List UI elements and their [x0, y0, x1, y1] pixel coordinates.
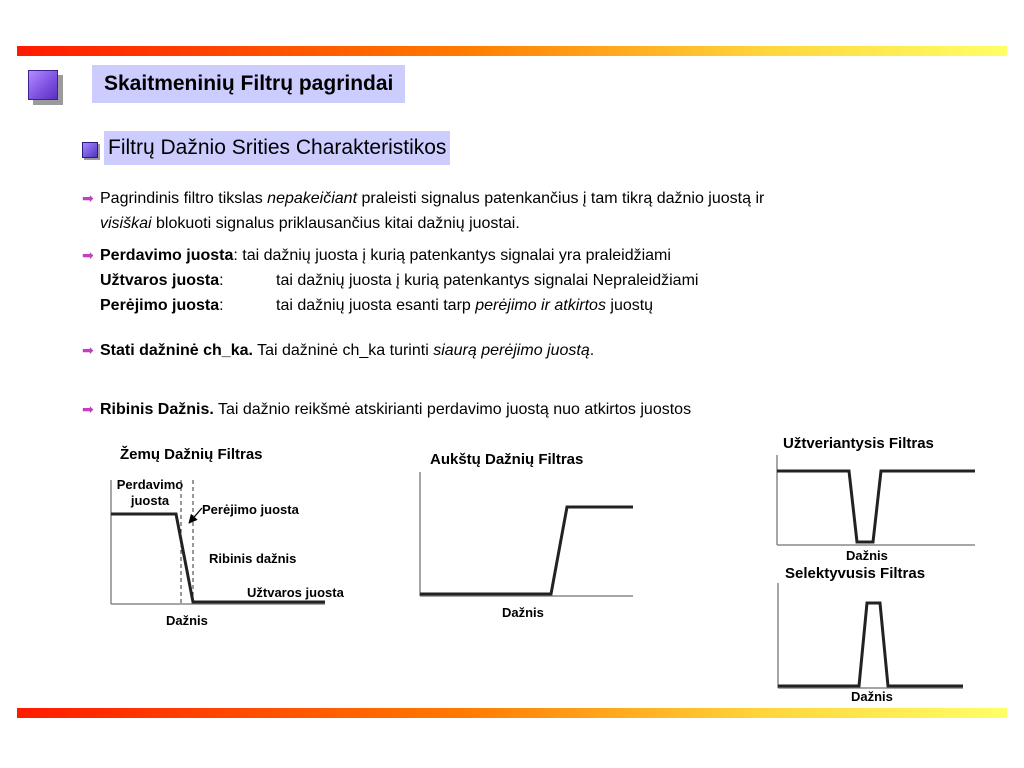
- slide-title: Skaitmeninių Filtrų pagrindai: [92, 65, 405, 103]
- lowpass-transition-arrow: [189, 508, 202, 523]
- highpass-title: Aukštų Dažnių Filtras: [430, 451, 584, 468]
- lowpass-xlabel: Dažnis: [166, 613, 208, 628]
- bandstop-xlabel: Dažnis: [846, 548, 888, 563]
- bandstop-response-curve: [777, 471, 975, 542]
- bullet-cutoff-frequency: ➡ Ribinis Dažnis. Tai dažnio reikšmė atskirianti perdavimo juostą nuo atkirtos juostos: [82, 397, 982, 422]
- arrow-bullet-icon: ➡: [82, 190, 94, 206]
- slide-subtitle: Filtrų Dažnio Srities Charakteristikos: [104, 131, 450, 165]
- bandpass-title: Selektyvusis Filtras: [785, 565, 926, 582]
- arrow-bullet-icon: ➡: [82, 401, 94, 417]
- bandpass-xlabel: Dažnis: [851, 689, 893, 704]
- bandpass-diagram: [778, 583, 963, 688]
- lowpass-title: Žemų Dažnių Filtras: [120, 446, 263, 463]
- lowpass-response-curve: [111, 514, 325, 602]
- lowpass-stopband-label: Užtvaros juosta: [247, 585, 344, 600]
- arrow-bullet-icon: ➡: [82, 342, 94, 358]
- bullet-purpose: ➡ Pagrindinis filtro tikslas nepakeičiant praleisti signalus patenkančius į tam tikrą dažnio juostą ir visiškai blokuoti signalus priklausančius kitai dažnių juostai.: [82, 186, 982, 236]
- arrow-bullet-icon: ➡: [82, 247, 94, 263]
- lowpass-transition-label: Perėjimo juosta: [202, 502, 299, 517]
- bandstop-title: Užtveriantysis Filtras: [783, 435, 934, 452]
- highpass-xlabel: Dažnis: [502, 605, 544, 620]
- bullet-bands: ➡ Perdavimo juosta: tai dažnių juosta į kurią patenkantys signalai yra praleidžiami Užtvaros juosta: tai dažnių juosta į kurią patenkantys signalai Nepraleidžiami Perėjimo juosta: tai dažnių juosta esanti tarp perėjimo ir atkirtos juostų: [82, 243, 982, 318]
- bullet-steep-response: ➡ Stati dažninė ch_ka. Tai dažninė ch_ka turinti siaurą perėjimo juostą.: [82, 338, 982, 363]
- highpass-diagram: [420, 472, 633, 596]
- bandpass-response-curve: [778, 603, 963, 686]
- lowpass-diagram: [111, 480, 325, 604]
- lowpass-passband-label: Perdavimo juosta: [116, 477, 184, 508]
- bandstop-diagram: [777, 455, 975, 545]
- lowpass-cutoff-label: Ribinis dažnis: [209, 551, 297, 566]
- highpass-response-curve: [420, 507, 633, 594]
